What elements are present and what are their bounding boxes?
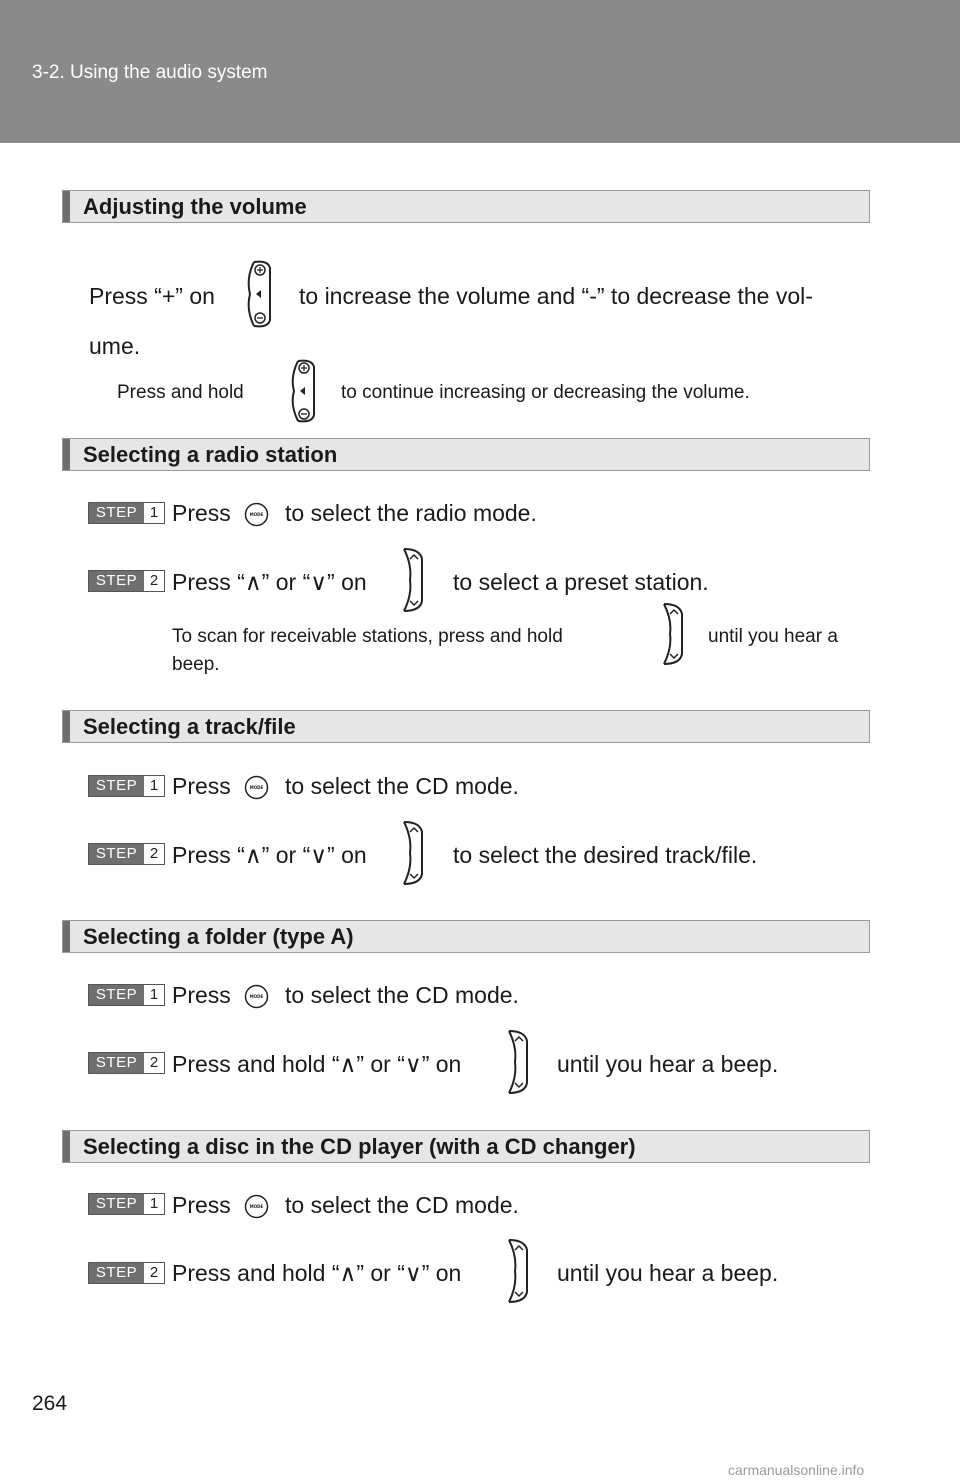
step-label: STEP [89,1194,144,1214]
step-number: 1 [149,504,159,521]
volume-note-part1: Press and hold [117,382,244,403]
radio-step2-part2: to select a preset station. [453,569,709,595]
folder-step2-part2: until you hear a beep. [557,1051,779,1077]
disc-step2-part1: Press and hold “∧” or “∨” on [172,1260,462,1286]
step-label: STEP [89,503,144,523]
track-step2-part2: to select the desired track/file. [453,842,758,868]
breadcrumb: 3-2. Using the audio system [32,62,268,83]
mode-button-icon [244,502,269,527]
section-title: Selecting a disc in the CD player (with a CD changer) [83,1134,636,1159]
disc-step1-part1: Press [172,1192,231,1218]
folder-step2-part1: Press and hold “∧” or “∨” on [172,1051,462,1077]
volume-note-part2: to continue increasing or decreasing the volume. [341,382,750,403]
step-1-badge [88,1193,165,1215]
section-header-volume [62,190,870,223]
seek-switch-icon [658,600,688,668]
mode-icon-text: MODE [249,785,264,790]
step-1-badge [88,775,165,797]
volume-instruction-part1: Press “+” on [89,283,215,309]
radio-step1-part1: Press [172,500,231,526]
step-2-badge [88,843,165,865]
seek-switch-icon [398,545,428,615]
volume-instruction-part3: ume. [89,333,141,359]
step-label: STEP [89,1263,144,1283]
section-title: Adjusting the volume [83,194,307,219]
radio-note-part3: beep. [172,654,220,675]
step-number: 1 [149,1195,159,1212]
section-title: Selecting a radio station [83,442,338,467]
disc-step1-part2: to select the CD mode. [285,1192,519,1218]
step-label: STEP [89,776,144,796]
track-step1-part2: to select the CD mode. [285,773,519,799]
step-number: 2 [149,1264,159,1281]
mode-icon-text: MODE [249,1204,264,1209]
page-header [0,0,960,143]
mode-icon-text: MODE [249,994,264,999]
mode-icon-text: MODE [249,512,264,517]
page-number: 264 [32,1392,68,1415]
mode-button-icon [244,984,269,1009]
radio-step2-part1: Press “∧” or “∨” on [172,569,367,595]
step-number: 1 [149,986,159,1003]
section-title: Selecting a track/file [83,714,296,739]
step-number: 1 [149,777,159,794]
watermark: carmanualsonline.info [728,1462,865,1478]
step-1-badge [88,984,165,1006]
step-number: 2 [149,845,159,862]
seek-switch-icon [398,818,428,888]
radio-step1-part2: to select the radio mode. [285,500,537,526]
step-2-badge [88,570,165,592]
volume-instruction-part2: to increase the volume and “-” to decrease the vol- [299,283,813,309]
volume-switch-icon [244,258,276,330]
section-title: Selecting a folder (type A) [83,924,354,949]
step-number: 2 [149,572,159,589]
step-1-badge [88,502,165,524]
step-label: STEP [89,571,144,591]
step-number: 2 [149,1054,159,1071]
folder-step1-part2: to select the CD mode. [285,982,519,1008]
section-header-folder [62,920,870,953]
step-2-badge [88,1052,165,1074]
seek-switch-icon [503,1236,533,1306]
disc-step2-part2: until you hear a beep. [557,1260,779,1286]
step-label: STEP [89,844,144,864]
section-header-track [62,710,870,743]
radio-note-part1: To scan for receivable stations, press and hold [172,626,563,647]
mode-button-icon [244,775,269,800]
section-header-disc [62,1130,870,1163]
step-2-badge [88,1262,165,1284]
track-step2-part1: Press “∧” or “∨” on [172,842,367,868]
folder-step1-part1: Press [172,982,231,1008]
track-step1-part1: Press [172,773,231,799]
step-label: STEP [89,985,144,1005]
step-label: STEP [89,1053,144,1073]
volume-switch-icon [288,357,320,425]
radio-note-part2: until you hear a [708,626,838,647]
seek-switch-icon [503,1027,533,1097]
mode-button-icon [244,1194,269,1219]
section-header-radio [62,438,870,471]
